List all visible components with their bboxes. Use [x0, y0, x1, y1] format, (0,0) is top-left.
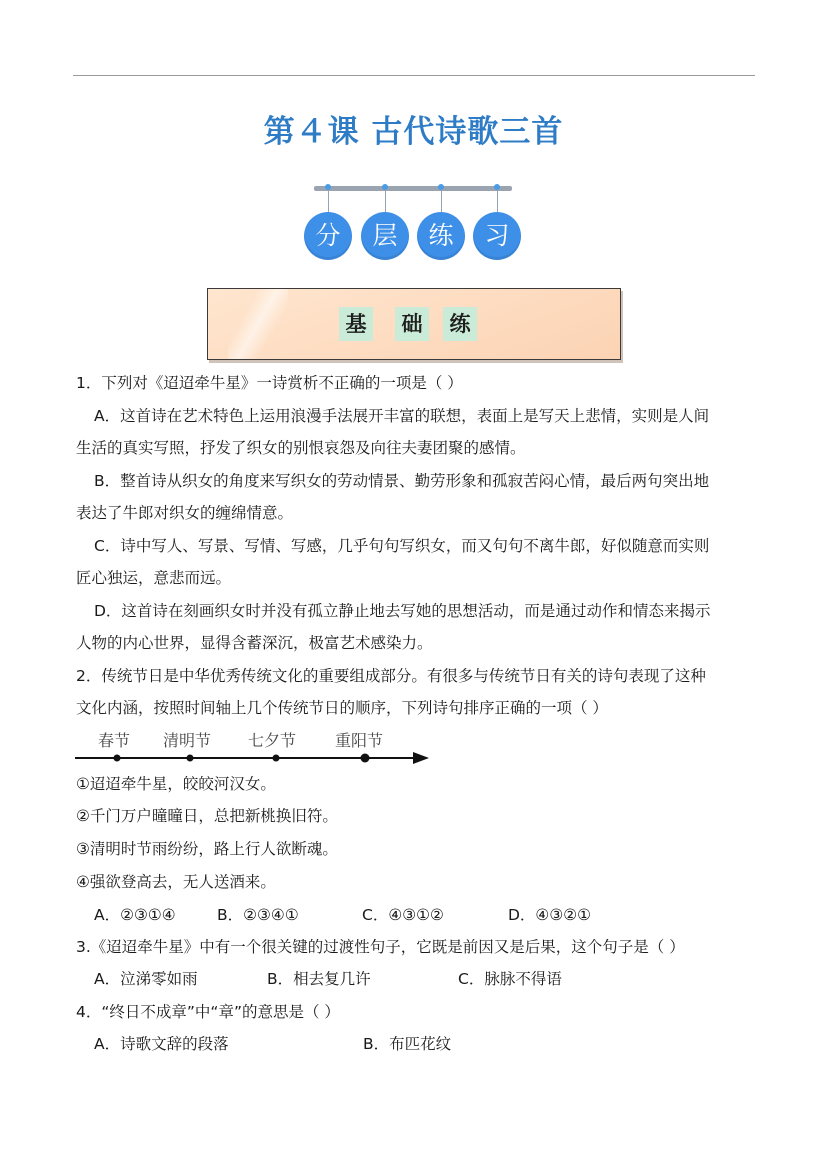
question-4-option-b: B．布匹花纹	[363, 1035, 452, 1053]
badge-dot	[325, 184, 331, 190]
question-3-option-b: B．相去复几许	[267, 970, 371, 988]
question-2-option-d: D．④③②①	[508, 906, 592, 924]
question-1-option-a: A．这首诗在艺术特色上运用浪漫手法展开丰富的联想，表面上是写天上悲情，实则是人间	[94, 407, 710, 425]
timeline-label-qingming: 清明节	[163, 731, 212, 750]
timeline-axis	[73, 745, 433, 771]
timeline-point-qixi	[273, 755, 280, 762]
section-char-ji: 基	[339, 307, 373, 341]
page-title: 第４课 古代诗歌三首	[263, 114, 564, 150]
timeline-point-chongyang	[361, 754, 370, 763]
badge-stem	[328, 190, 329, 212]
timeline-point-qingming	[187, 755, 194, 762]
question-1-option-d: D．这首诗在刻画织女时并没有孤立静止地去写她的思想活动，而是通过动作和情态来揭示	[94, 602, 711, 620]
section-char-chu: 础	[395, 307, 429, 341]
section-char-lian: 练	[443, 307, 477, 341]
question-2-option-b: B．②③④①	[217, 906, 299, 924]
question-2-stem: 2．传统节日是中华优秀传统文化的重要组成部分。有很多与传统节日有关的诗句表现了这种	[76, 667, 706, 685]
timeline-label-spring-festival: 春节	[98, 731, 131, 750]
badge-stem	[441, 190, 442, 212]
poem-line-2: ②千门万户曈曈日，总把新桃换旧符。	[76, 807, 338, 825]
question-1-option-d-cont: 人物的内心世界，显得含蓄深沉，极富艺术感染力。	[76, 634, 433, 652]
top-rule	[73, 75, 755, 76]
badge-stem	[497, 190, 498, 212]
question-2-option-c: C．④③①②	[362, 906, 444, 924]
question-4-option-a: A．诗歌文辞的段落	[94, 1035, 229, 1053]
badge-stem	[385, 190, 386, 212]
question-3-stem: 3.《迢迢牵牛星》中有一个很关键的过渡性句子，它既是前因又是后果，这个句子是（ ）	[76, 938, 685, 956]
question-4-stem: 4．“终日不成章”中“章”的意思是（ ）	[76, 1003, 340, 1021]
badge-char-fen: 分	[304, 212, 352, 260]
question-1-option-a-cont: 生活的真实写照，抒发了织女的别恨哀怨及向往夫妻团聚的感情。	[76, 439, 526, 457]
poem-line-3: ③清明时节雨纷纷，路上行人欲断魂。	[76, 840, 338, 858]
question-1-option-c: C．诗中写人、写景、写情、写感，几乎句句写织女，而又句句不离牛郎，好似随意而实则	[94, 537, 710, 555]
poem-line-1: ①迢迢牵牛星，皎皎河汉女。	[76, 775, 276, 793]
badge-hanger-bar	[314, 186, 512, 191]
timeline-label-chongyang: 重阳节	[335, 731, 384, 750]
question-2-option-a: A．②③①④	[94, 906, 176, 924]
section-sheen	[228, 289, 288, 359]
badge-char-ceng: 层	[361, 212, 409, 260]
question-1-option-b: B．整首诗从织女的角度来写织女的劳动情景、勤劳形象和孤寂苦闷心情，最后两句突出地	[94, 472, 710, 490]
question-1-option-c-cont: 匠心独运，意悲而远。	[76, 569, 232, 587]
poem-line-4: ④强欲登高去，无人送酒来。	[76, 873, 276, 891]
timeline-point-spring-festival	[114, 755, 121, 762]
badge-char-lian: 练	[417, 212, 465, 260]
question-3-option-a: A．泣涕零如雨	[94, 970, 198, 988]
badge-dot	[438, 184, 444, 190]
timeline-label-qixi: 七夕节	[248, 731, 297, 750]
section-header-basic-practice	[207, 288, 621, 360]
question-1-stem: 1．下列对《迢迢牵牛星》一诗赏析不正确的一项是（ ）	[76, 374, 463, 392]
timeline-arrow-icon	[413, 752, 429, 764]
badge-dot	[494, 184, 500, 190]
question-3-option-c: C．脉脉不得语	[458, 970, 562, 988]
badge-dot	[382, 184, 388, 190]
question-1-option-b-cont: 表达了牛郎对织女的缠绵情意。	[76, 504, 294, 522]
question-2-stem-cont: 文化内涵，按照时间轴上几个传统节日的顺序，下列诗句排序正确的一项（ ）	[76, 699, 608, 717]
badge-char-xi: 习	[473, 212, 521, 260]
